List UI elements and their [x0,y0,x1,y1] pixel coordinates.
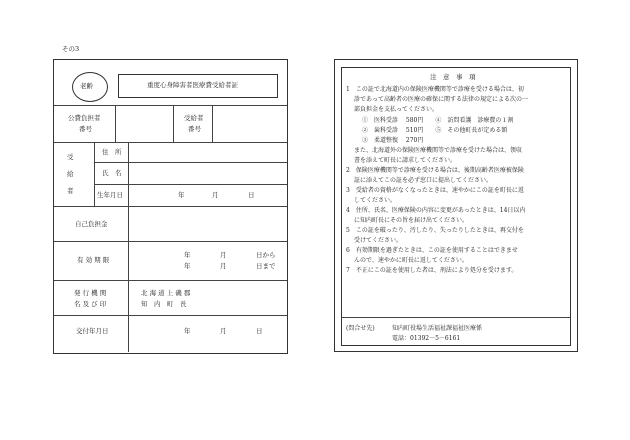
front-col-divider [115,106,116,142]
issue-date-month: 月 [220,327,227,335]
front-row-divider [94,184,287,185]
front-row-divider [94,162,287,163]
recipient-number-label: 受給者 [184,114,204,122]
copay-label: 自己負担金 [75,220,108,228]
note-line: ① 医科受診 580円 ④ 訪問看護 診療費の１割 [362,117,514,124]
issuer-name-2: 知 内 町 長 [141,300,187,308]
front-col-divider [128,316,129,352]
birthdate-day: 日 [248,191,255,199]
note-line: ② 歯科受診 510円 ⑤ その他町長が定める額 [362,127,508,134]
birthdate-month: 月 [212,191,219,199]
recipient-group-char: 者 [67,187,74,195]
notes-heading: 注 意 事 項 [430,73,476,81]
birthdate-label: 生年月日 [97,191,123,199]
note-line: んので、速やかに町長に返してください。 [354,257,468,264]
front-col-divider [94,143,95,206]
issuer-name: 北 海 道 上 磯 郡 [141,289,191,297]
front-row-divider [54,241,287,242]
note-line: 部負担金を支払ってください。 [354,106,439,113]
validity-from-year: 年 [184,251,191,259]
contact-phone: 電話：01392－5－6161 [392,335,461,342]
note-line: ③ 柔道整復 270円 [362,137,424,144]
note-line: 証に添えてこの証を必ず窓口に提出してください。 [354,177,493,184]
front-row-divider [54,206,287,207]
contact-label: (問合せ先) [346,325,375,332]
note-line: 7 不正にこの証を使用した者は、刑法により処分を受けます。 [346,267,518,274]
validity-to-day: 日まで [256,262,276,270]
front-col-divider [212,106,213,142]
note-line: 2 保険医療機関等で診療を受ける場合は、後期高齢者医療被保険 [346,167,524,174]
page-label: その3 [62,45,80,53]
issuer-label: 発 行 機 関 [74,289,107,297]
issue-date-day: 日 [256,327,263,335]
issuer-label-2: 名 及 び 印 [74,300,107,308]
validity-from-day: 日から [256,251,276,259]
note-line: 3 受給者の資格がなくなったときは、速やかにこの証を町長に返 [346,187,524,194]
note-line: 6 有効期限を過ぎたときは、この証を使用することはできませ [346,247,518,254]
validity-to-year: 年 [184,262,191,270]
issue-date-year: 年 [184,327,191,335]
note-line: 受けてください。 [354,237,403,244]
validity-from-month: 月 [220,251,227,259]
note-line: 診であって高齢者の医療の確保に関する法律の規定による次の一 [354,96,528,103]
birthdate-year: 年 [178,191,185,199]
issue-date-label: 交付年月日 [76,327,109,335]
recipient-group-char: 給 [67,170,74,178]
contact-divider [342,317,570,318]
old-age-badge-label: 老齢 [80,82,93,90]
note-line: 書を添えて町長に請求してください。 [354,157,457,164]
validity-to-month: 月 [220,262,227,270]
note-line: また、北海道外の保険医療機関等で診療を受けた場合は、領収 [354,147,523,154]
insurer-number-label-2: 番号 [79,125,92,133]
front-col-divider [173,106,174,142]
front-row-divider [54,105,287,106]
contact-org: 知内町役場生活福祉課福祉医療係 [392,325,483,332]
recipient-group-char: 受 [67,153,74,161]
name-label: 氏 名 [102,169,122,177]
note-line: に知内町長にその旨を届け出てください。 [354,217,469,224]
front-row-divider [54,315,287,316]
certificate-title: 重度心身障害者医療費受給者証 [147,81,238,89]
validity-label: 有 効 期 限 [77,256,110,264]
front-row-divider [54,142,287,143]
front-row-divider [54,280,287,281]
note-line: してください。 [354,197,397,204]
front-col-divider [128,143,129,316]
note-line: 5 この証を破ったり、汚したり、失ったりしたときは、再交付を [346,227,524,234]
note-line: 4 住所、氏名、医療保険の内容に変更があったときは、14日以内 [346,207,526,214]
address-label: 住 所 [102,148,122,156]
insurer-number-label: 公費負担者 [68,114,101,122]
recipient-number-label-2: 番号 [188,125,201,133]
note-line: 1 この証で北海道内の保険医療機関等で診療を受ける場合は、初 [346,86,524,93]
